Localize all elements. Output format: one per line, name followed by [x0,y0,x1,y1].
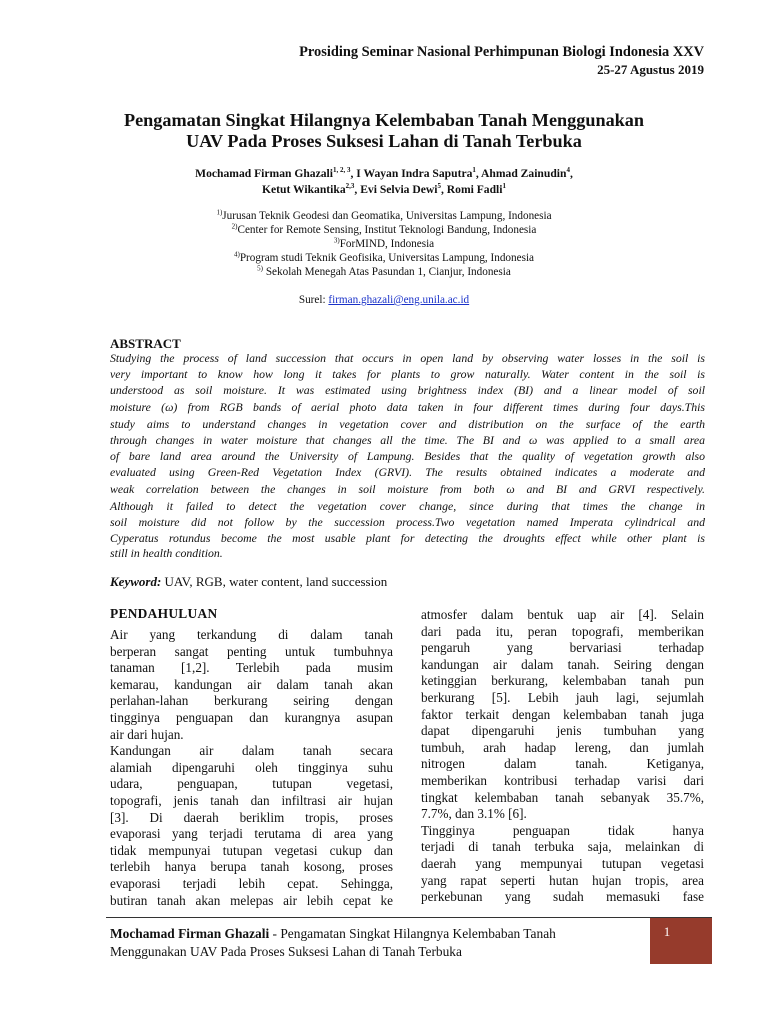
body-line: tumbuh, arah hadap lereng, dan jumlah [421,739,704,755]
abstract-line: understood as soil moisture. It was estimated using brightness index (BI) and a linear model of soil [110,383,705,397]
body-line: dapat dipengaruhi jenis tumbuhan yang [421,723,704,739]
body-line: daerah yang mempunyai tutupan vegetasi [421,856,704,871]
author-affiliation-mark: 5 [437,182,441,191]
body-line: butiran tanah akan melepas air lebih cepat ke [110,892,393,908]
paper-title-line-2: UAV Pada Proses Suksesi Lahan di Tanah Terbuka [186,131,582,151]
keywords-label: Keyword: [110,574,162,589]
affiliation-line [60,224,708,236]
author-list-line-1 [60,167,708,180]
footer-citation-line-1 [110,926,556,942]
abstract-line: study aims to understand changes in vegetation cover and distribution on the surface of the earth [110,417,705,431]
body-line: tidak mempunyai tutupan vegetasi cukup dan [110,842,393,858]
abstract-line: still in health condition. [110,546,223,560]
body-line: Air yang terkandung di dalam tanah [110,627,393,642]
footer-citation-line-2: Menggunakan UAV Pada Proses Suksesi Lahan di Tanah Terbuka [110,944,462,959]
body-line: perkebunan yang sudah memasuki fase [421,889,704,905]
author-affiliation-mark: 4 [566,166,570,175]
author-name: Mochamad Firman Ghazali [195,167,333,180]
body-line: topografi, jenis tanah dan infiltrasi air hujan [110,793,393,808]
body-line: evaporasi yang terjadi terutama di area yang [110,826,393,842]
affiliation-line [60,266,708,278]
body-line: evaporasi terjadi lebih cepat. Sehingga, [110,876,393,891]
abstract-line: of bare land area around the University of Lampung. Besides that the quality of vegetation growth also [110,449,705,463]
keywords-text: UAV, RGB, water content, land succession [161,574,388,589]
proceedings-title: Prosiding Seminar Nasional Perhimpunan Biologi Indonesia XXV [299,44,704,60]
abstract-line: moisture (ω) from RGB bands of aerial photo data taken in four different times during four days.This [110,400,705,414]
conference-date: 25-27 Agustus 2019 [597,62,704,77]
body-line: berkurang [5]. Lebih jauh lagi, sejumlah [421,690,704,705]
body-line: dari pada itu, peran topografi, memberikan [421,623,704,639]
footer-divider [106,917,712,918]
keywords [110,574,387,590]
author-separator: , [569,167,573,180]
affiliation-line [60,238,708,250]
affiliation-text: Center for Remote Sensing, Institut Teknologi Bandung, Indonesia [237,224,537,236]
body-line: tanaman [1,2]. Terlebih pada musim [110,660,393,676]
author-affiliation-mark: 1 [502,182,506,191]
body-line: berperan sangat penting untuk tumbuhnya [110,643,393,659]
paper-title-line-1: Pengamatan Singkat Hilangnya Kelembaban Tanah Menggunakan [124,110,644,130]
body-line: kemarau, kandungan air dalam tanah akan [110,676,393,692]
email-link[interactable]: firman.ghazali@eng.unila.ac.id [328,294,470,306]
abstract-line: soil moisture did not follow by the succession process.Two vegetation named Imperata cylindrical and [110,515,705,529]
body-line: Kandungan air dalam tanah secara [110,743,393,759]
body-line: perlahan-lahan berkurang seiring dengan [110,693,393,709]
affiliation-text: Sekolah Menegah Atas Pasundan 1, Cianjur, Indonesia [263,266,511,278]
abstract-line: very important to know how long it takes for plants to grow naturally. Water content in the soil is [110,367,705,381]
affiliation-line [60,252,708,264]
abstract-line: evaluated using Green-Red Vegetation Index (GRVI). The results obtained indicates a moderate and [110,465,705,479]
abstract-line: weak correlation between the changes in soil moisture from both ω and BI and GRVI respectively. [110,482,705,496]
affiliation-text: ForMIND, Indonesia [339,238,435,250]
author-list-line-2 [60,183,708,196]
author-name: Ketut Wikantika [261,183,346,196]
body-line: tingginya penguapan dan kurangnya asupan [110,710,393,725]
abstract-line: Cyperatus rotundus become the most usable plant for detecting the droughts effect while other plant is [110,531,705,545]
body-line: 7.7%, dan 3.1% [6]. [421,806,527,822]
email-label: Surel: [298,294,329,306]
body-line: kandungan air dalam tanah. Seiring dengan [421,656,704,672]
affiliation-mark: 2) [231,222,238,231]
body-line: [3]. Di daerah beriklim tropis, proses [110,809,393,825]
author-name: , I Wayan Indra Saputra [350,167,473,180]
affiliation-mark: 3) [333,236,340,245]
author-name: , Evi Selvia Dewi [354,183,438,196]
affiliation-mark: 1) [216,208,223,217]
affiliation-text: Jurusan Teknik Geodesi dan Geomatika, Universitas Lampung, Indonesia [222,210,552,222]
footer-title-part-1: - Pengamatan Singkat Hilangnya Kelembaban Tanah [269,926,556,941]
body-line: alamiah dipengaruhi oleh tingginya suhu [110,759,393,775]
author-affiliation-mark: 1, 2, 3 [333,166,351,175]
abstract-line: Studying the process of land succession that occurs in open land by observing water losses in the soil is [110,351,705,365]
section-heading: PENDAHULUAN [110,606,218,621]
author-affiliation-mark: 2,3 [345,182,355,191]
footer-author: Mochamad Firman Ghazali [110,926,270,941]
body-line: air dari hujan. [110,726,184,742]
author-name: , Ahmad Zainudin [475,167,567,180]
body-line: yang rapat seperti hutan hujan tropis, area [421,872,704,888]
abstract-line: through changes in water moisture that changes all the time. The BI and ω was applied to a small area [110,433,705,447]
contact-email-line [60,294,708,306]
body-line: udara, penguapan, tutupan vegetasi, [110,776,393,792]
body-line: tingkat kelembaban tanah sebanyak 35.7%, [421,789,704,805]
body-line: nitrogen dalam tanah. Ketiganya, [421,756,704,772]
body-line: Tingginya penguapan tidak hanya [421,822,704,838]
author-name: , Romi Fadli [440,183,503,196]
affiliation-mark: 5) [257,264,264,273]
body-line: ketinggian berkurang, kelembaban tanah pun [421,673,704,689]
body-line: atmosfer dalam bentuk uap air [4]. Selain [421,607,704,622]
body-line: pengaruh yang bervariasi terhadap [421,640,704,656]
body-line: memberikan kontribusi terhadap varisi dari [421,773,704,788]
page-number: 1 [663,924,671,939]
author-affiliation-mark: 1 [472,166,476,175]
abstract-line: Although it failed to detect the vegetation cover change, since during that times the change in [110,499,705,513]
affiliation-line [60,210,708,222]
abstract-heading: ABSTRACT [110,336,181,351]
body-line: faktor terkait dengan kelembaban tanah juga [421,706,704,722]
body-line: terlebih hanya berupa tanah kosong, proses [110,859,393,875]
affiliation-mark: 4) [233,250,240,259]
body-line: terjadi di tanah terbuka saja, melainkan di [421,839,704,855]
affiliation-text: Program studi Teknik Geofisika, Universitas Lampung, Indonesia [239,252,535,264]
